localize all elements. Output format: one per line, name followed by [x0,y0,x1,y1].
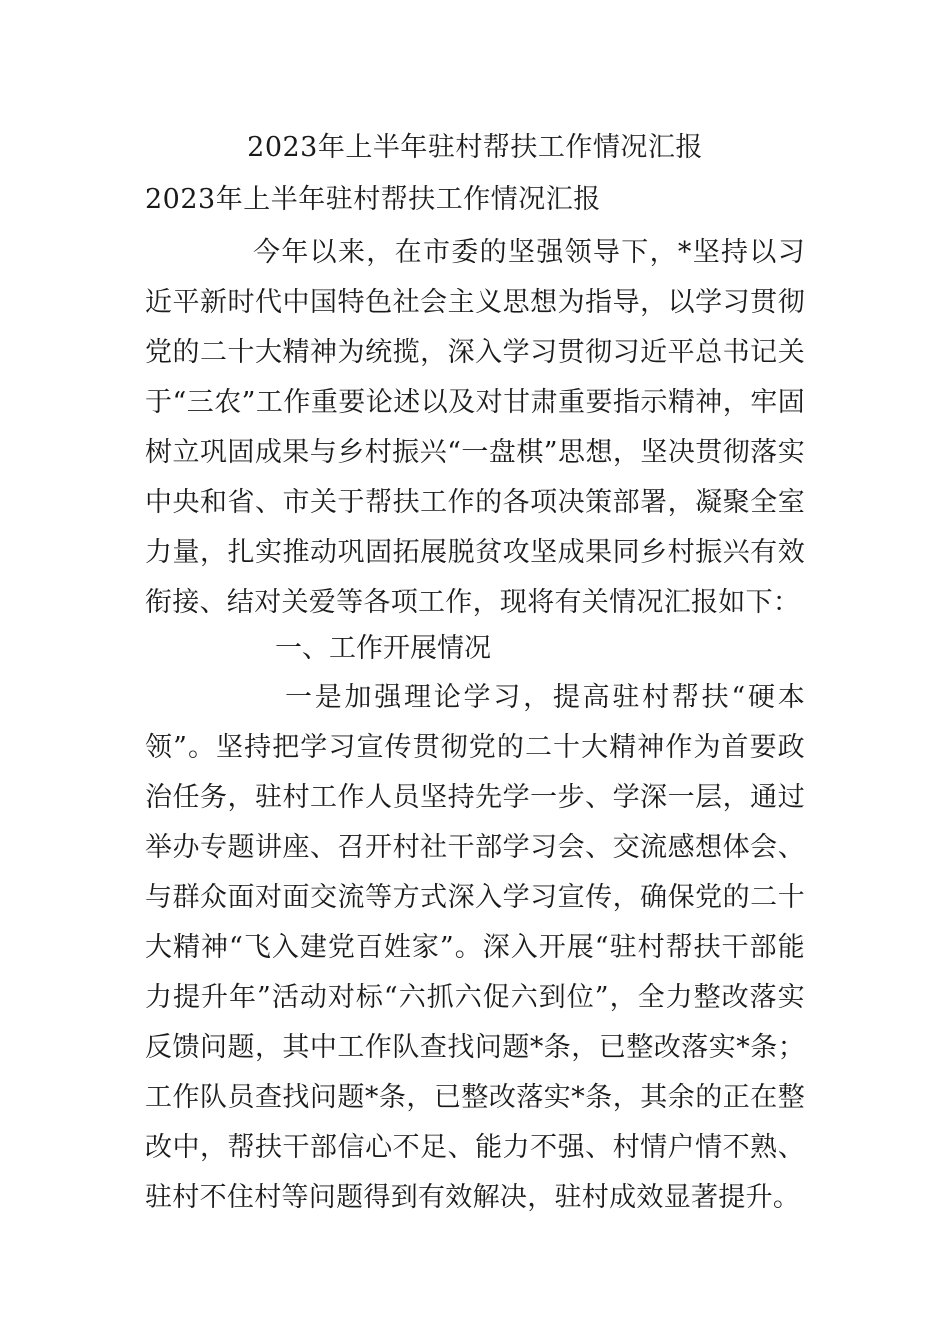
document-subtitle: 2023年上半年驻村帮扶工作情况汇报 [145,184,601,215]
document-title: 2023年上半年驻村帮扶工作情况汇报 [247,132,703,163]
intro-paragraph: 今年以来，在市委的坚强领导下，*坚持以习近平新时代中国特色社会主义思想为指导，以学习贯彻党的二十大精神为统揽，深入学习贯彻习近平总书记关于“三农”工作重要论述以及对甘肃重要指示精神，牢固树立巩固成果与乡村振兴“一盘棋”思想，坚决贯彻落实中央和省、市关于帮扶工作的各项决策部署，凝聚全室力量，扎实推动巩固拓展脱贫攻坚成果同乡村振兴有效衔接、结对关爱等各项工作，现将有关情况汇报如下： [145,237,805,618]
section-paragraph: 一是加强理论学习，提高驻村帮扶“硬本领”。坚持把学习宣传贯彻党的二十大精神作为首要政治任务，驻村工作人员坚持先学一步、学深一层，通过举办专题讲座、召开村社干部学习会、交流感想体会、与群众面对面交流等方式深入学习宣传，确保党的二十大精神“飞入建党百姓家”。深入开展“驻村帮扶干部能力提升年”活动对标“六抓六促六到位”，全力整改落实反馈问题，其中工作队查找问题*条，已整改落实*条；工作队员查找问题*条，已整改落实*条，其余的正在整改中，帮扶干部信心不足、能力不强、村情户情不熟、驻村不住村等问题得到有效解决，驻村成效显著提升。 [145,682,805,1213]
section-heading: 一、工作开展情况 [275,633,491,664]
